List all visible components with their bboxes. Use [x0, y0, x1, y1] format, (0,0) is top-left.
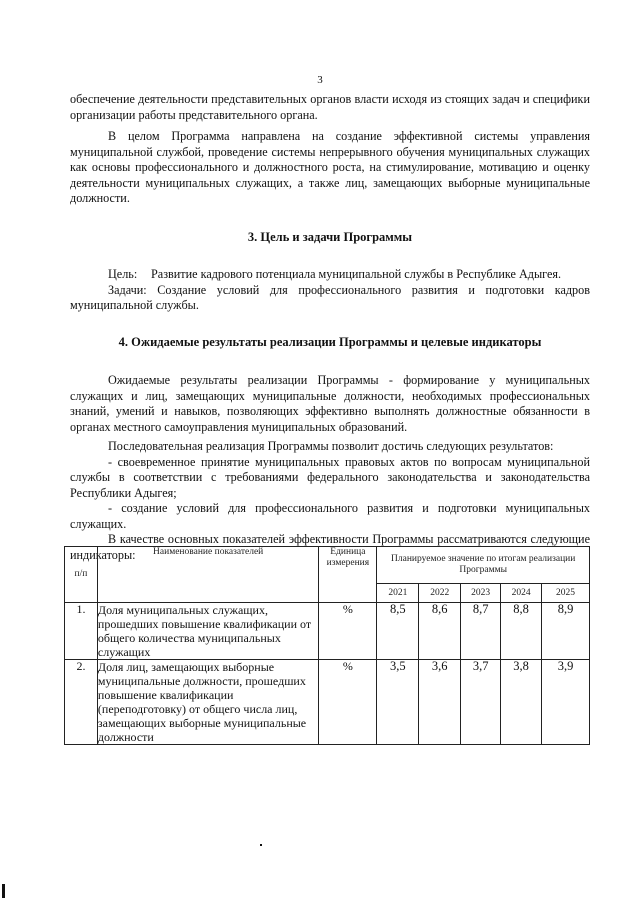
indicator-name: Доля лиц, замещающих выборные муниципальные должности, прошедших повышение квалификации (переподготовку) от общего числа лиц, замещающих выборные муниципальные должности	[97, 660, 319, 745]
scan-edge-mark	[2, 884, 5, 898]
indicator-value: 3,9	[542, 660, 590, 745]
row-number: 1.	[65, 603, 98, 660]
indicator-name: Доля муниципальных служащих, прошедших повышение квалификации от общего количества муниципальных служащих	[97, 603, 319, 660]
header-unit: Единица измерения	[319, 547, 377, 603]
header-year: 2023	[461, 584, 501, 603]
header-num: п/п	[65, 547, 98, 603]
indicator-unit: %	[319, 660, 377, 745]
indicator-value: 8,7	[461, 603, 501, 660]
section-4-title: 4. Ожидаемые результаты реализации Программы и целевые индикаторы	[118, 334, 542, 349]
header-year: 2024	[501, 584, 542, 603]
result-bullet-1: - своевременное принятие муниципальных правовых актов по вопросам муниципальной службы в соответствии с требованиями федерального законодательства и законодательства Республики Адыгея;	[70, 454, 590, 500]
indicator-value: 3,7	[461, 660, 501, 745]
header-name: Наименование показателей	[97, 547, 319, 603]
indicator-value: 3,5	[377, 660, 419, 745]
consistent-implementation-paragraph: Последовательная реализация Программы позволит достичь следующих результатов:	[108, 439, 554, 453]
goal-text: Развитие кадрового потенциала муниципальной службы в Республике Адыгея.	[151, 267, 562, 281]
header-year: 2021	[377, 584, 419, 603]
page-number: 3	[317, 74, 323, 86]
header-year: 2025	[542, 584, 590, 603]
table-row	[65, 660, 590, 745]
indicator-value: 8,6	[419, 603, 461, 660]
indicators-table	[64, 546, 590, 745]
indicator-value: 3,8	[501, 660, 542, 745]
indicator-value: 8,8	[501, 603, 542, 660]
indicator-unit: %	[319, 603, 377, 660]
section-3-title: 3. Цель и задачи Программы	[247, 229, 413, 244]
indicator-value: 8,9	[542, 603, 590, 660]
expected-results-paragraph: Ожидаемые результаты реализации Программы - формирование у муниципальных служащих и лиц, замещающих муниципальные должности, необходимых профессиональных знаний, умений и навыков, позволяющих эффективно выполнять должностные обязанности в органах местного самоуправления муниципальных образований.	[70, 373, 590, 434]
indicator-value: 3,6	[419, 660, 461, 745]
row-number: 2.	[65, 660, 98, 745]
paragraph-program-aim: В целом Программа направлена на создание эффективной системы управления муниципальной службой, проведение системы непрерывного обучения муниципальных служащих как основы профессионального и должностного роста, на стимулирование, мотивацию и оценку деятельности муниципальных служащих, а также лиц, замещающих выборные муниципальные должности.	[70, 129, 590, 205]
indicator-value: 8,5	[377, 603, 419, 660]
tasks-paragraph: Задачи: Создание условий для профессионального развития и подготовки кадров муниципальной службы.	[70, 282, 590, 312]
paragraph-continued: обеспечение деятельности представительных органов власти исходя из стоящих задач и специфики организации работы представительного органа.	[70, 92, 590, 122]
header-plan: Планируемое значение по итогам реализации Программы	[377, 547, 590, 584]
header-year: 2022	[419, 584, 461, 603]
result-bullet-2: - создание условий для профессионального развития и подготовки муниципальных служащих.	[70, 501, 590, 531]
indicators-intro-paragraph: В качестве основных показателей эффективности Программы рассматриваются следующие индикаторы:	[70, 532, 590, 562]
goal-label: Цель:	[108, 267, 138, 281]
table-row	[65, 603, 590, 660]
table-header-row	[65, 547, 590, 584]
document-body	[70, 92, 590, 563]
goal-line	[70, 267, 590, 283]
scan-mark	[260, 844, 262, 846]
